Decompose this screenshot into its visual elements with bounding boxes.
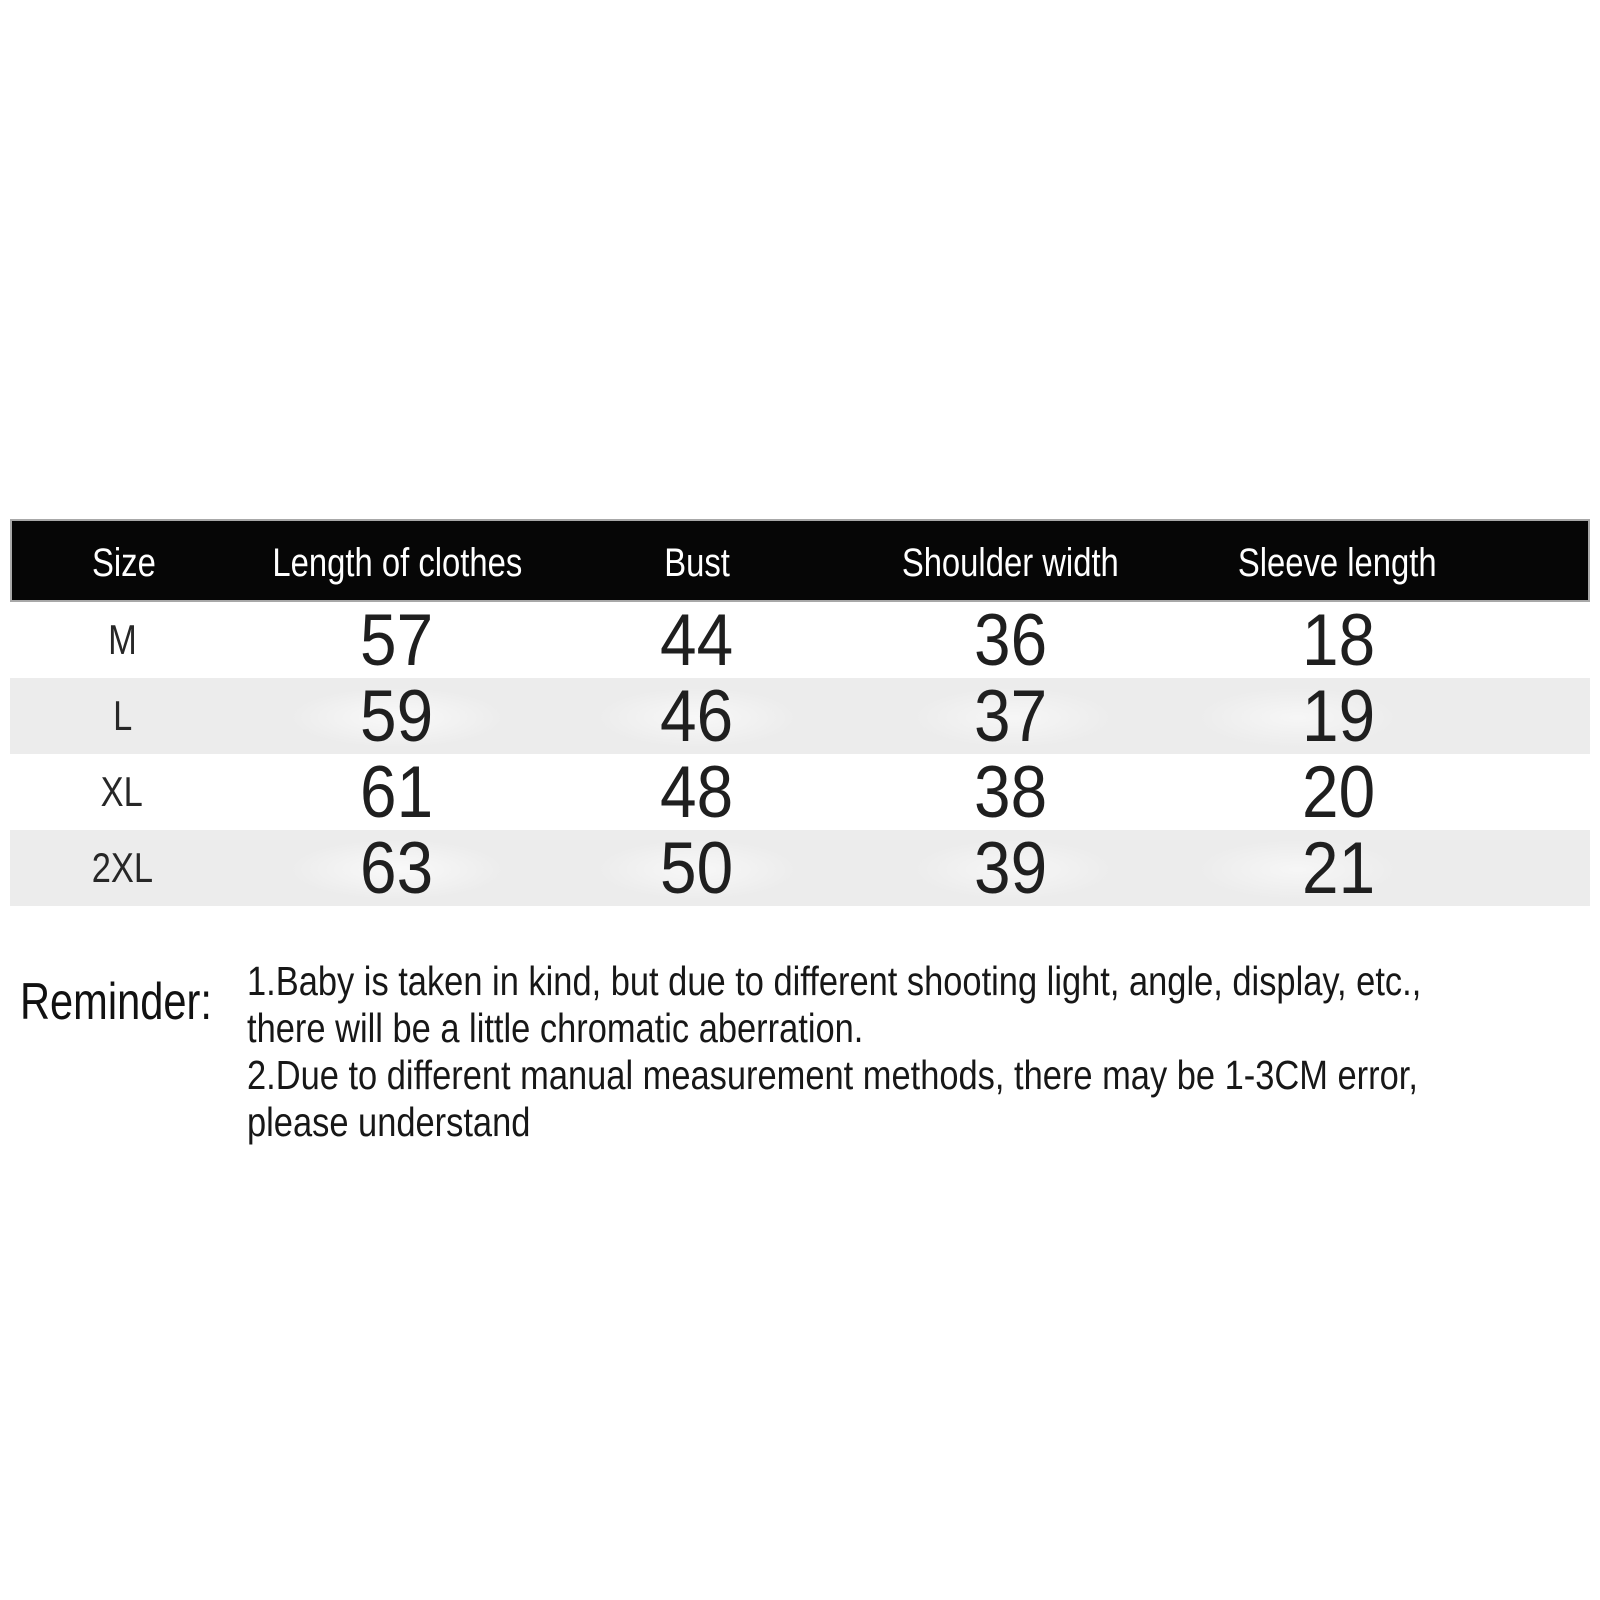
- column-header-size: Size: [91, 541, 156, 585]
- sleeve-value-cell: 20: [1301, 751, 1376, 833]
- sleeve-value-cell: 19: [1301, 675, 1376, 757]
- table-row-l: [10, 675, 1590, 757]
- size-label-cell: M: [107, 616, 137, 663]
- column-header-bust: Bust: [663, 541, 730, 585]
- column-header-shoulder: Shoulder width: [901, 541, 1119, 585]
- shoulder-value-cell: 36: [974, 599, 1048, 681]
- sleeve-value-cell: 18: [1301, 599, 1376, 681]
- reminder-line: 2.Due to different manual measurement methods, there may be 1-3CM error,: [247, 1052, 1418, 1098]
- reminder-line: 1.Baby is taken in kind, but due to different shooting light, angle, display, etc.,: [247, 958, 1422, 1004]
- table-row-m: [10, 599, 1590, 681]
- table-header-row: [10, 519, 1590, 602]
- reminder-label: Reminder:: [20, 973, 212, 1031]
- length-value-cell: 61: [359, 751, 433, 833]
- size-label-cell: XL: [101, 768, 144, 815]
- size-label-cell: 2XL: [91, 844, 153, 891]
- bust-value-cell: 44: [659, 599, 734, 681]
- shoulder-value-cell: 38: [974, 751, 1048, 833]
- length-value-cell: 63: [359, 827, 433, 909]
- sleeve-value-cell: 21: [1301, 827, 1376, 909]
- shoulder-value-cell: 39: [974, 827, 1048, 909]
- table-row-xl: [10, 751, 1590, 833]
- column-header-sleeve: Sleeve length: [1237, 541, 1437, 585]
- shoulder-value-cell: 37: [974, 675, 1048, 757]
- length-value-cell: 59: [359, 675, 433, 757]
- length-value-cell: 57: [359, 599, 433, 681]
- bust-value-cell: 46: [659, 675, 734, 757]
- reminder-line: please understand: [247, 1099, 531, 1145]
- column-header-length: Length of clothes: [272, 541, 523, 585]
- bust-value-cell: 50: [659, 827, 734, 909]
- reminder-text: [247, 958, 1600, 1146]
- bust-value-cell: 48: [659, 751, 734, 833]
- size-label-cell: L: [112, 692, 132, 739]
- table-row-2xl: [10, 827, 1590, 909]
- reminder-line: there will be a little chromatic aberration.: [247, 1005, 864, 1051]
- size-chart-table: [10, 519, 1590, 909]
